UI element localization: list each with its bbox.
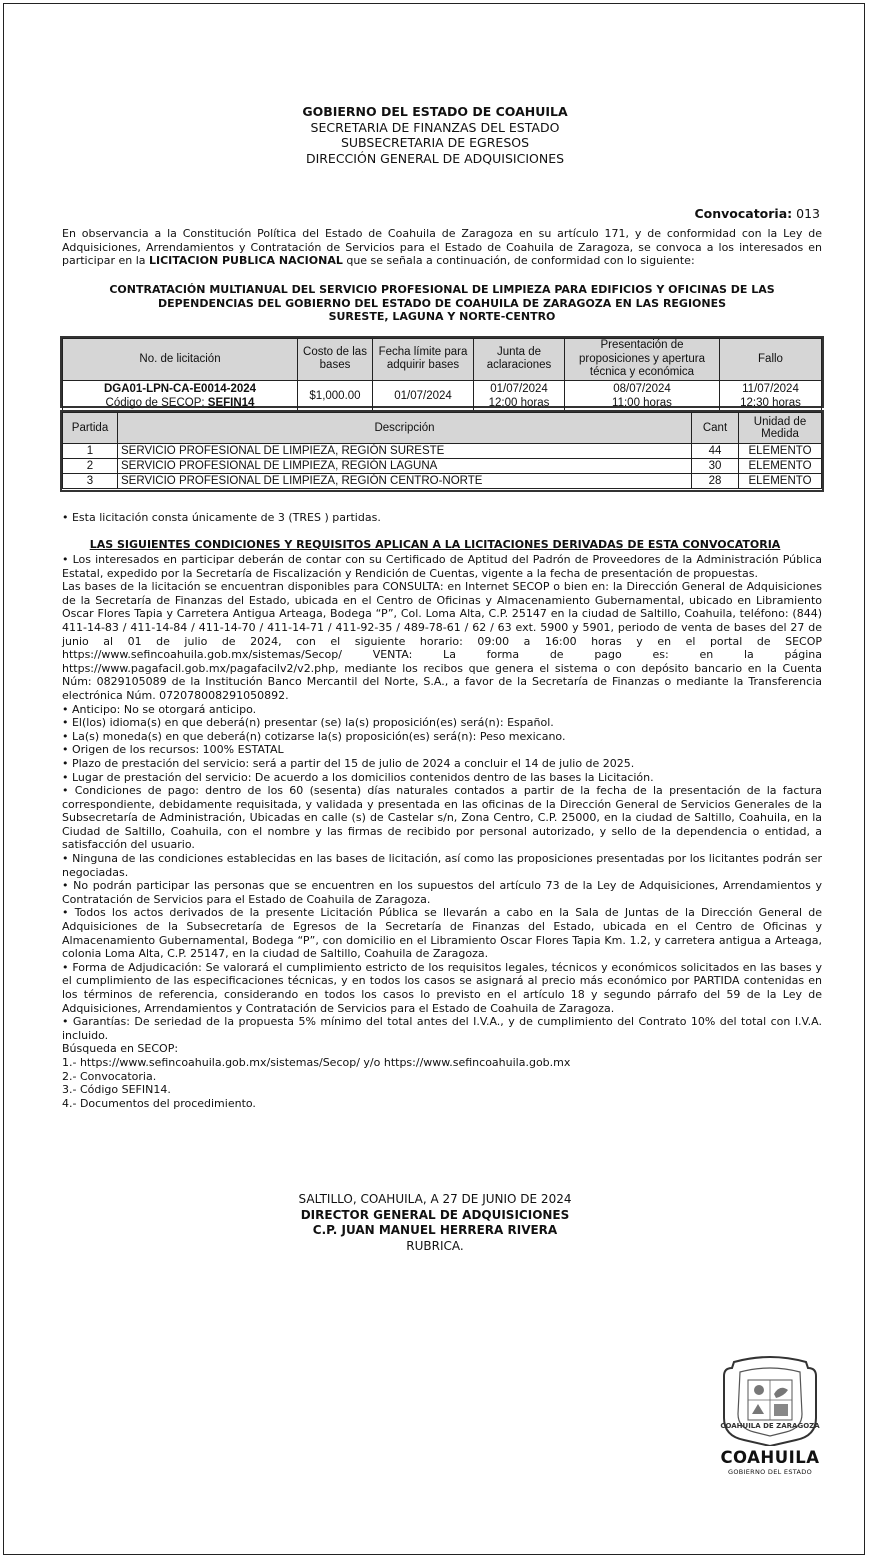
th-partida: Partida xyxy=(63,413,118,444)
condition-item: • Condiciones de pago: dentro de los 60 (sesenta) días naturales contados a partir de la fecha de la presentación de la factura correspondiente, debidamente requisitada, y validada y presentada en las oficinas de la Dirección General de Servicios Generales de la Subsecretaría de Administración, Ubicadas en calle (s) de Castelar s/n, Zona Centro, C.P. 25000, en la ciudad de Saltillo, Coahuila, en la Ciudad de Saltillo, Coahuila, con el nombre y las firmas de recibido por personal autorizado, y sello de la dependencia o entidad, a satisfacción del usuario. xyxy=(62,784,822,852)
row-unidad: ELEMENTO xyxy=(739,444,822,459)
cell-fallo xyxy=(720,380,822,413)
coahuila-logo xyxy=(716,1354,824,1476)
intro-text-1: En observancia a la Constitución Política del Estado de Coahuila de Zaragoza en su artículo 171, y de conformidad con la Ley de Adquisiciones, Arrendamientos y Contratación de Servicios para el Estado de Coahuila de Zaragoza, se convoca a los interesados en participar en la xyxy=(62,227,822,268)
conditions-title: LAS SIGUIENTES CONDICIONES Y REQUISITOS APLICAN A LA LICITACIONES DERIVADAS DE ESTA CONVOCATORIA xyxy=(89,538,781,551)
secop-code: SEFIN14 xyxy=(207,396,255,409)
presentacion-fecha: 08/07/2024 xyxy=(613,383,671,395)
condition-item: • No podrán participar las personas que se encuentren en los supuestos del artículo 73 de la Ley de Adquisiciones, Arrendamientos y Contratación de Servicios para el Estado de Coahuila de Zaragoza. xyxy=(62,879,822,906)
intro-bold: LICITACION PUBLICA NACIONAL xyxy=(149,254,343,268)
condition-item: Las bases de la licitación se encuentran disponibles para CONSULTA: en Internet SECOP o bien en: la Dirección General de Adquisiciones de la Secretaría de Finanzas del Estado, ubicada en el Centro de Oficinas y Almacenamiento Gubernamental, ubicado en Libramiento Oscar Flores Tapia y Carretera Antigua Arteaga, Bodega “P”, Col. Loma Alta, C.P. 25147 en la ciudad de Saltillo, Coahuila, teléfono: (844) 411-14-83 / 411-14-84 / 411-14-70 / 411-14-71 / 411-92-35 / 489-78-61 / 62 / 63 ext. 5900 y 5901, periodo de venta de bases del 27 de junio al 01 de julio de 2024, con el siguiente horario: 09:00 a 16:00 horas y en el portal de SECOP https://www.sefincoahuila.gob.mx/sistemas/Secop/ VENTA: La forma de pago es: en la página https://www.pagafacil.gob.mx/pagafacilv2/v2.php, mediante los recibos que genera el sistema o con depósito bancario en la Cuenta Núm: 0829105089 de la Institución Banco Mercantil del Norte, S.A., a favor de la Secretaría de Finanzas o mediante la Transferencia electrónica Núm. 072078008291050892. xyxy=(62,580,822,702)
cell-junta xyxy=(474,380,565,413)
junta-fecha: 01/07/2024 xyxy=(490,383,548,395)
condition-item: • Anticipo: No se otorgará anticipo. xyxy=(62,702,257,716)
licitacion-table xyxy=(62,338,822,414)
convocatoria-value: 013 xyxy=(796,206,820,221)
title-line-3: SURESTE, LAGUNA Y NORTE-CENTRO xyxy=(328,310,556,324)
th-presentacion: Presentación de proposiciones y apertura técnica y económica xyxy=(565,339,720,381)
th-fecha-limite: Fecha límite para adquirir bases xyxy=(373,339,474,381)
cell-presentacion xyxy=(565,380,720,413)
row-partida: 3 xyxy=(63,474,118,489)
row-partida: 2 xyxy=(63,459,118,474)
condition-item: • El(los) idioma(s) en que deberá(n) presentar (se) la(s) proposición(es) será(n): Español. xyxy=(62,716,554,730)
th-descripcion: Descripción xyxy=(118,413,692,444)
junta-hora: 12:00 horas xyxy=(488,396,550,409)
cell-licitacion xyxy=(63,380,298,413)
secop-step: 3.- Código SEFIN14. xyxy=(62,1083,171,1097)
condition-item: • Ninguna de las condiciones establecidas en las bases de licitación, así como las proposiciones presentadas por los licitantes podrán ser negociadas. xyxy=(62,852,822,879)
header-subsecretaria: SUBSECRETARIA DE EGRESOS xyxy=(340,135,530,150)
condition-item: • Origen de los recursos: 100% ESTATAL xyxy=(62,743,284,757)
intro-paragraph xyxy=(62,227,822,268)
row-cant: 28 xyxy=(692,474,739,489)
licitacion-number: DGA01-LPN-CA-E0014-2024 xyxy=(103,383,257,395)
service-title xyxy=(62,283,822,324)
row-descripcion: SERVICIO PROFESIONAL DE LIMPIEZA, REGIÓN SURESTE xyxy=(118,444,692,459)
intro-text-2: que se señala a continuación, de conformidad con lo siguiente: xyxy=(342,254,695,268)
convocatoria-label: Convocatoria: xyxy=(694,206,793,221)
row-descripcion: SERVICIO PROFESIONAL DE LIMPIEZA, REGIÓN LAGUNA xyxy=(118,459,692,474)
th-cant: Cant xyxy=(692,413,739,444)
logo-word: COAHUILA xyxy=(720,1448,820,1467)
cell-fecha-limite: 01/07/2024 xyxy=(373,380,474,413)
place-date: SALTILLO, COAHUILA, A 27 DE JUNIO DE 2024 xyxy=(298,1192,572,1206)
header-government: GOBIERNO DEL ESTADO DE COAHUILA xyxy=(302,104,568,119)
coahuila-seal-icon xyxy=(716,1354,824,1446)
title-line-1: CONTRATACIÓN MULTIANUAL DEL SERVICIO PROFESIONAL DE LIMPIEZA PARA EDIFICIOS Y OFICINAS DE LAS xyxy=(109,283,775,296)
table-row xyxy=(63,474,822,489)
secop-step: 2.- Convocatoria. xyxy=(62,1069,157,1083)
condition-item: • Lugar de prestación del servicio: De acuerdo a los domicilios contenidos dentro de las bases la Licitación. xyxy=(62,770,654,784)
th-unidad: Unidad de Medida xyxy=(739,413,822,444)
signer-position: DIRECTOR GENERAL DE ADQUISICIONES xyxy=(300,1207,570,1222)
fallo-fecha: 11/07/2024 xyxy=(742,383,799,395)
fallo-hora: 12:30 horas xyxy=(740,396,801,409)
secop-search-label: Búsqueda en SECOP: xyxy=(62,1042,179,1056)
seal-text: COAHUILA DE ZARAGOZA xyxy=(720,1422,820,1430)
header-direccion: DIRECCIÓN GENERAL DE ADQUISICIONES xyxy=(305,150,565,166)
signature-block xyxy=(0,1192,870,1254)
condition-item: • Forma de Adjudicación: Se valorará el cumplimiento estricto de los requisitos legales, técnicos y económicos solicitados en las bases y el cumplimiento de las especificaciones técnicas, y en todos los casos se asignará al precio más económico por PARTIDA contenidas en los términos de referencia, considerando en todos los casos lo previsto en el artículo 18 y segundo párrafo del 59 de la Ley de Adquisiciones, Arrendamientos y Contratación de Servicios para el Estado de Coahuila de Zaragoza. xyxy=(62,960,822,1015)
row-partida: 1 xyxy=(63,444,118,459)
header-secretaria: SECRETARIA DE FINANZAS DEL ESTADO xyxy=(310,119,560,135)
condition-item: • Plazo de prestación del servicio: será a partir del 15 de julio de 2024 a concluir el 14 de julio de 2025. xyxy=(62,756,635,770)
th-fallo: Fallo xyxy=(720,339,822,381)
convocatoria-number xyxy=(694,206,820,221)
condition-item: • Garantías: De seriedad de la propuesta 5% mínimo del total antes del I.V.A., y de cumplimiento del Contrato 10% del total con I.V.A. incluido. xyxy=(62,1015,822,1042)
document-header xyxy=(0,104,870,166)
condition-item: • Todos los actos derivados de la presente Licitación Pública se llevarán a cabo en la Sala de Juntas de la Dirección General de Adquisiciones de la Subsecretaría de Egresos de la Secretaría de Finanzas del Estado, ubicada en el Centro de Oficinas y Almacenamiento Gubernamental, Bodega “P”, con domicilio en el Libramiento Oscar Flores Tapia Km. 1.2, y carretera antigua a Arteaga, colonia Loma Alta, C.P. 25147, en la ciudad de Saltillo, Coahuila de Zaragoza. xyxy=(62,906,822,961)
row-descripcion: SERVICIO PROFESIONAL DE LIMPIEZA, REGIÓN CENTRO-NORTE xyxy=(118,474,692,489)
row-cant: 30 xyxy=(692,459,739,474)
th-costo: Costo de las bases xyxy=(298,339,373,381)
partidas-table xyxy=(62,412,822,489)
condition-item: • La(s) moneda(s) en que deberá(n) cotizarse la(s) proposición(es) será(n): Peso mexicano. xyxy=(62,729,566,743)
title-line-2: DEPENDENCIAS DEL GOBIERNO DEL ESTADO DE COAHUILA DE ZARAGOZA EN LAS REGIONES xyxy=(157,296,727,310)
presentacion-hora: 11:00 horas xyxy=(612,396,672,409)
secop-step: 1.- https://www.sefincoahuila.gob.mx/sistemas/Secop/ y/o https://www.sefincoahuila.gob.mx xyxy=(62,1055,571,1069)
conditions-body xyxy=(62,553,822,1110)
table-row xyxy=(63,444,822,459)
condition-item: • Los interesados en participar deberán de contar con su Certificado de Aptitud del Padrón de Proveedores de la Administración Pública Estatal, expedido por la Secretaría de Fiscalización y Rendición de Cuentas, vigente a la fecha de presentación de propuestas. xyxy=(62,553,822,580)
secop-label: Código de SECOP: xyxy=(105,396,208,409)
cell-costo: $1,000.00 xyxy=(298,380,373,413)
partidas-note: • Esta licitación consta únicamente de 3 (TRES ) partidas. xyxy=(62,511,381,524)
rubrica: RUBRICA. xyxy=(406,1238,464,1253)
th-junta: Junta de aclaraciones xyxy=(474,339,565,381)
row-unidad: ELEMENTO xyxy=(739,474,822,489)
secop-step: 4.- Documentos del procedimiento. xyxy=(62,1096,256,1110)
signer-name: C.P. JUAN MANUEL HERRERA RIVERA xyxy=(312,1223,558,1237)
th-licitacion: No. de licitación xyxy=(63,339,298,381)
row-unidad: ELEMENTO xyxy=(739,459,822,474)
row-cant: 44 xyxy=(692,444,739,459)
table-row xyxy=(63,459,822,474)
logo-subtitle: GOBIERNO DEL ESTADO xyxy=(728,1468,812,1476)
